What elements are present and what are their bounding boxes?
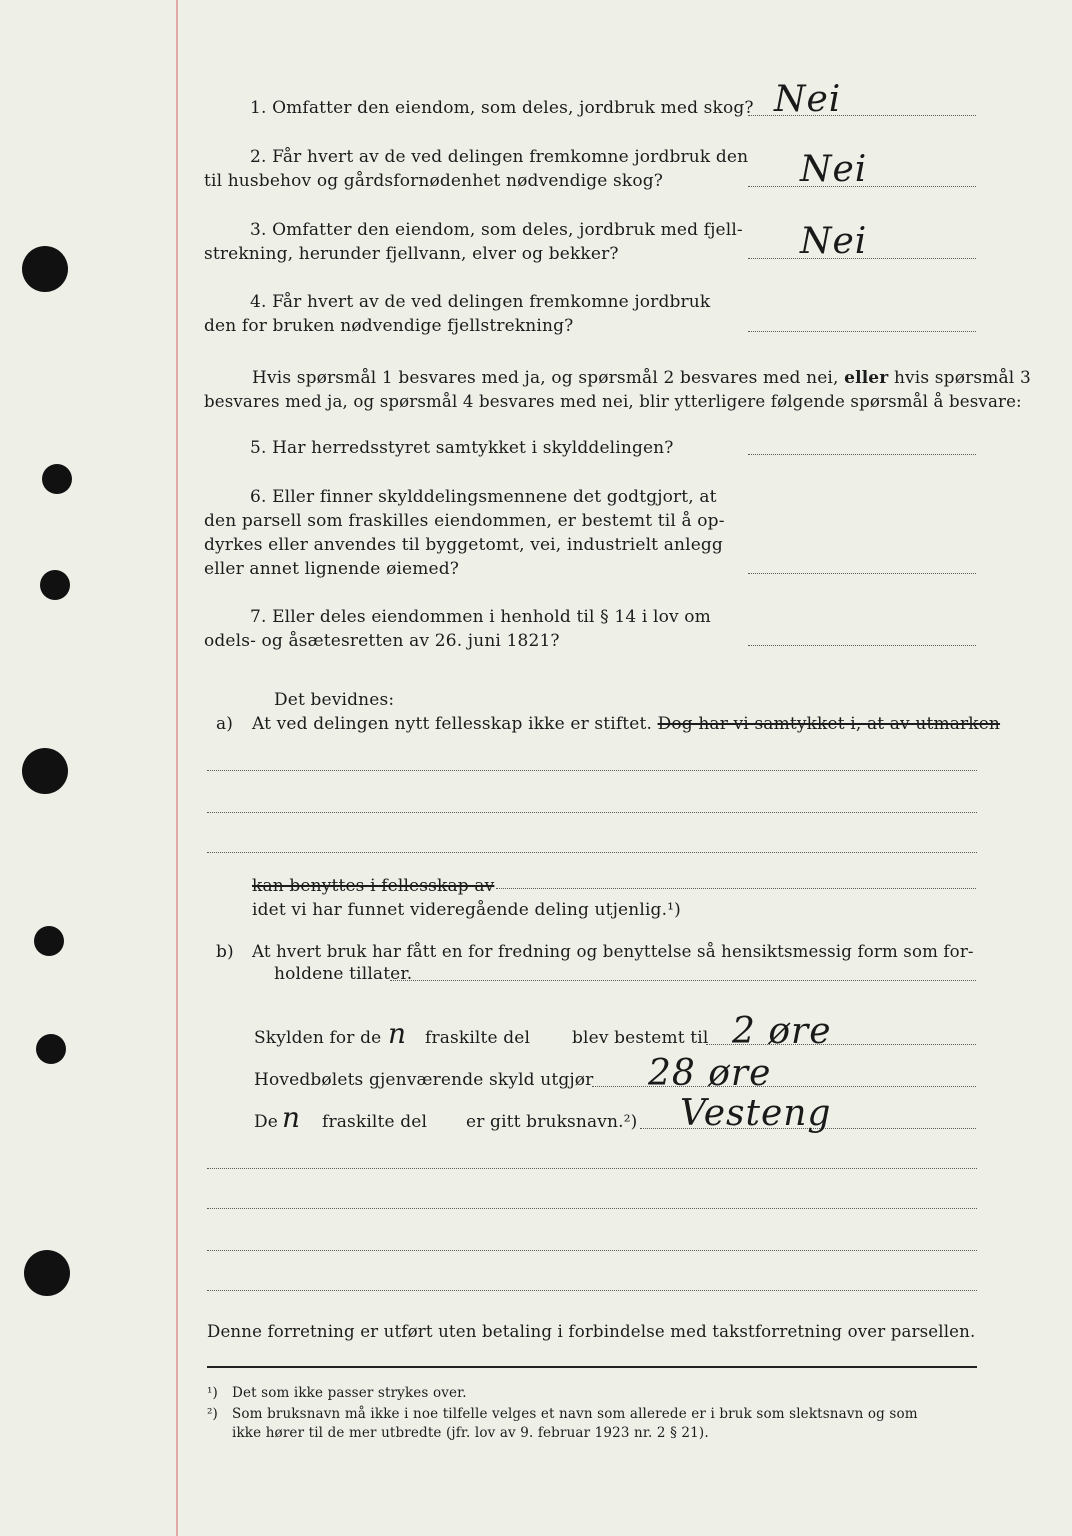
condition-line-1 <box>252 366 1031 390</box>
question-1: 1. Omfatter den eiendom, som deles, jordbruk med skog? <box>250 98 754 118</box>
condition-text-b: hvis spørsmål 3 <box>888 368 1031 388</box>
question-2-line-2: til husbehov og gårdsfornødenhet nødvendige skog? <box>204 171 664 191</box>
question-5: 5. Har herredsstyret samtykket i skylddelingen? <box>250 438 674 458</box>
blank-line <box>496 888 976 889</box>
skyld-value-3: Vesteng <box>680 1093 832 1134</box>
condition-line-2: besvares med ja, og spørsmål 4 besvares med nei, blir ytterligere følgende spørsmål å besvare: <box>204 392 1022 411</box>
condition-text-a: Hvis spørsmål 1 besvares med ja, og spørsmål 2 besvares med nei, <box>252 368 845 388</box>
question-4-line-1: 4. Får hvert av de ved delingen fremkomne jordbruk <box>250 292 711 312</box>
certification-heading: Det bevidnes: <box>274 690 395 710</box>
punch-hole <box>36 1034 66 1064</box>
certification-b-line-1: At hvert bruk har fått en for fredning og benyttelse så hensiktsmessig form som for- <box>252 942 974 961</box>
certification-a-text <box>252 712 1000 736</box>
footnote-2-line-1: Som bruksnavn må ikke i noe tilfelle velges et navn som allerede er i bruk som slektsnavn og som <box>232 1406 918 1422</box>
punch-hole <box>42 464 72 494</box>
question-4-line-2: den for bruken nødvendige fjellstrekning? <box>204 316 574 336</box>
skyld-value-2: 28 øre <box>648 1053 772 1094</box>
skyld-line-2-label: Hovedbølets gjenværende skyld utgjør <box>254 1070 594 1090</box>
blank-line <box>207 770 977 771</box>
certification-a-struck-2: kan benyttes i fellesskap av <box>252 876 495 896</box>
answer-3: Nei <box>800 221 868 262</box>
footnote-2-mark: ²) <box>207 1406 218 1422</box>
question-3-line-1: 3. Omfatter den eiendom, som deles, jordbruk med fjell- <box>250 220 743 240</box>
blank-line <box>207 852 977 853</box>
blank-line <box>207 812 977 813</box>
certification-a-struck: Dog har vi samtykket i, at av utmarken <box>657 714 1001 734</box>
skyld-line-1-b: fraskilte del <box>425 1028 531 1048</box>
blank-line <box>207 1208 977 1209</box>
condition-bold: eller <box>844 368 889 388</box>
skyld-line-1-c: blev bestemt til <box>572 1028 709 1048</box>
answer-line-5 <box>748 454 976 455</box>
certification-b-label: b) <box>216 942 234 962</box>
blank-line <box>207 1250 977 1251</box>
closing-statement: Denne forretning er utført uten betaling i forbindelse med takstforretning over parsellen. <box>207 1322 976 1341</box>
question-3-line-2: strekning, herunder fjellvann, elver og bekker? <box>204 244 619 264</box>
question-7-line-2: odels- og åsætesretten av 26. juni 1821? <box>204 631 560 651</box>
certification-a-main: At ved delingen nytt fellesskap ikke er stiftet. <box>252 714 653 734</box>
skyld-line-3-hand: n <box>282 1101 302 1134</box>
answer-2: Nei <box>800 149 868 190</box>
skyld-line-1-a: Skylden for de <box>254 1028 382 1048</box>
blank-line <box>207 1168 977 1169</box>
blank-line <box>207 1290 977 1291</box>
skyld-value-1: 2 øre <box>732 1011 832 1052</box>
certification-b-line-2: holdene tillater. <box>274 964 413 984</box>
blank-line <box>390 980 976 981</box>
punch-hole <box>24 1250 70 1296</box>
punch-hole <box>22 246 68 292</box>
question-2-line-1: 2. Får hvert av de ved delingen fremkomne jordbruk den <box>250 147 749 167</box>
answer-line-4 <box>748 331 976 332</box>
punch-hole <box>22 748 68 794</box>
question-6-line-3: dyrkes eller anvendes til byggetomt, vei, industrielt anlegg <box>204 535 723 555</box>
certification-a-label: a) <box>216 714 234 734</box>
footnote-1: Det som ikke passer strykes over. <box>232 1385 467 1401</box>
footnote-2-line-2: ikke hører til de mer utbredte (jfr. lov av 9. februar 1923 nr. 2 § 21). <box>232 1425 709 1441</box>
skyld-line-1-hand: n <box>388 1017 408 1050</box>
punch-hole <box>34 926 64 956</box>
footnote-1-mark: ¹) <box>207 1385 218 1401</box>
skyld-line-3-a: De <box>254 1112 278 1132</box>
punch-hole <box>40 570 70 600</box>
skyld-line-3-c: er gitt bruksnavn.²) <box>466 1112 638 1132</box>
certification-a-continuation: idet vi har funnet videregående deling utjenlig.¹) <box>252 900 681 920</box>
answer-line-7 <box>748 645 976 646</box>
answer-line-6 <box>748 573 976 574</box>
question-6-line-2: den parsell som fraskilles eiendommen, er bestemt til å op- <box>204 511 725 531</box>
answer-1: Nei <box>774 79 842 120</box>
margin-line <box>176 0 178 1536</box>
skyld-line-3-b: fraskilte del <box>322 1112 428 1132</box>
question-6-line-1: 6. Eller finner skylddelingsmennene det godtgjort, at <box>250 487 717 507</box>
question-7-line-1: 7. Eller deles eiendommen i henhold til § 14 i lov om <box>250 607 711 627</box>
footnote-rule <box>207 1366 977 1368</box>
question-6-line-4: eller annet lignende øiemed? <box>204 559 460 579</box>
